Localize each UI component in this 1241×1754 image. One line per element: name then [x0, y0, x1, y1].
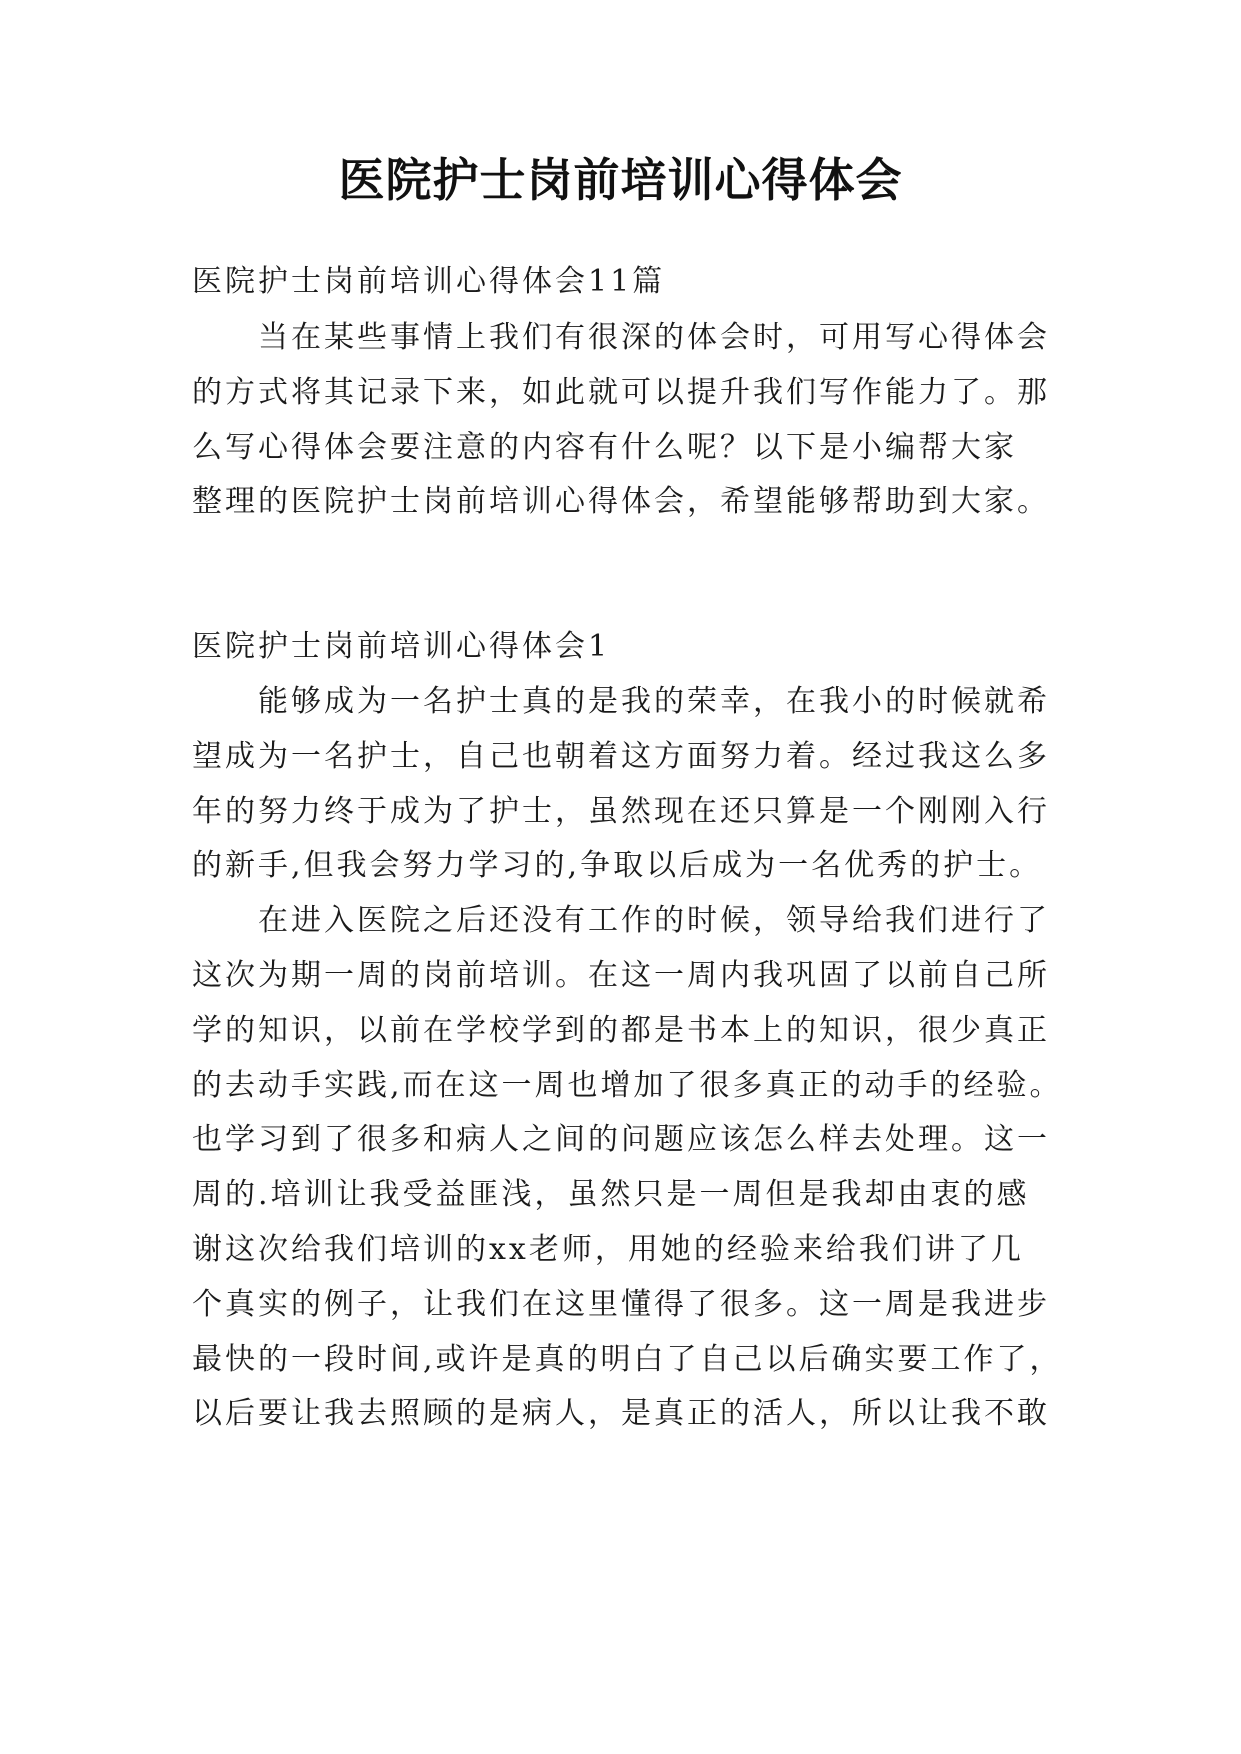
- intro-line: 整理的医院护士岗前培训心得体会，希望能够帮助到大家。: [192, 484, 1050, 519]
- document-subtitle: 医院护士岗前培训心得体会11篇: [192, 264, 666, 299]
- intro-line: 当在某些事情上我们有很深的体会时，可用写心得体会: [258, 320, 1050, 355]
- document-title: 医院护士岗前培训心得体会: [338, 153, 903, 207]
- body-line: 在进入医院之后还没有工作的时候，领导给我们进行了: [258, 903, 1050, 938]
- body-line: 周的.培训让我受益匪浅，虽然只是一周但是我却由衷的感: [192, 1177, 1030, 1212]
- body-line: 最快的一段时间,或许是真的明白了自己以后确实要工作了，: [192, 1342, 1063, 1377]
- body-line: 望成为一名护士，自己也朝着这方面努力着。经过我这么多: [192, 739, 1050, 774]
- body-line: 的去动手实践,而在这一周也增加了很多真正的动手的经验。: [192, 1068, 1063, 1103]
- body-line: 也学习到了很多和病人之间的问题应该怎么样去处理。这一: [192, 1122, 1050, 1157]
- body-line: 这次为期一周的岗前培训。在这一周内我巩固了以前自己所: [192, 958, 1050, 993]
- body-line: 年的努力终于成为了护士，虽然现在还只算是一个刚刚入行: [192, 794, 1050, 829]
- body-line: 个真实的例子，让我们在这里懂得了很多。这一周是我进步: [192, 1287, 1050, 1322]
- body-line: 的新手,但我会努力学习的,争取以后成为一名优秀的护士。: [192, 848, 1043, 883]
- body-line: 能够成为一名护士真的是我的荣幸，在我小的时候就希: [258, 684, 1050, 719]
- body-line: 谢这次给我们培训的xx老师，用她的经验来给我们讲了几: [192, 1232, 1024, 1267]
- intro-line: 么写心得体会要注意的内容有什么呢？以下是小编帮大家: [192, 430, 1017, 465]
- section-heading: 医院护士岗前培训心得体会1: [192, 629, 611, 664]
- intro-line: 的方式将其记录下来，如此就可以提升我们写作能力了。那: [192, 375, 1050, 410]
- body-line: 学的知识，以前在学校学到的都是书本上的知识，很少真正: [192, 1013, 1050, 1048]
- body-line: 以后要让我去照顾的是病人，是真正的活人，所以让我不敢: [192, 1396, 1050, 1431]
